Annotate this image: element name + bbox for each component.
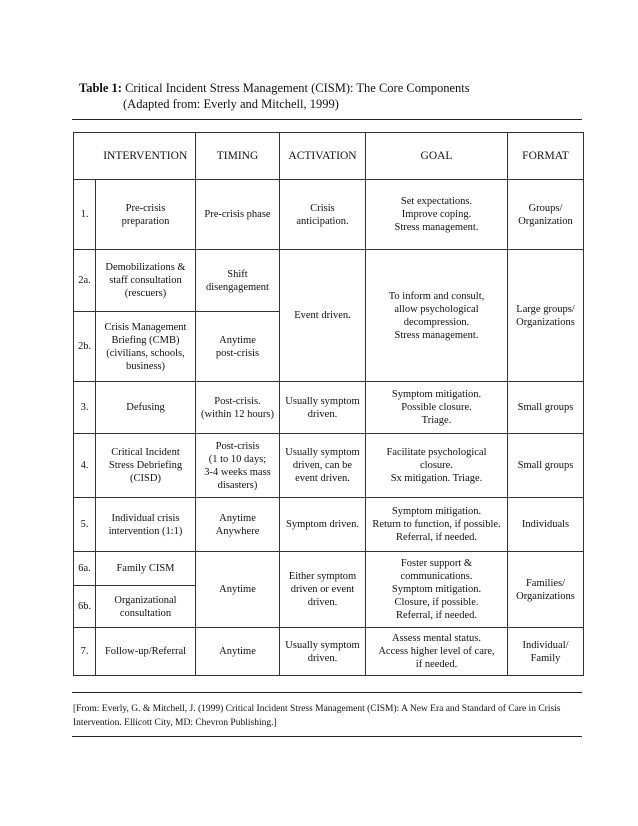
row-number: 6a. [74, 552, 96, 586]
table-row [74, 382, 584, 434]
timing-cell: Post-crisis (1 to 10 days; 3-4 weeks mass disasters) [196, 434, 280, 498]
activation-cell: Event driven. [280, 250, 366, 382]
goal-cell: Symptom mitigation. Return to function, if possible. Referral, if needed. [366, 498, 508, 552]
activation-cell: Usually symptom driven, can be event driven. [280, 434, 366, 498]
goal-cell: Symptom mitigation. Possible closure. Triage. [366, 382, 508, 434]
goal-cell: To inform and consult, allow psychological decompression. Stress management. [366, 250, 508, 382]
goal-cell: Facilitate psychological closure. Sx mitigation. Triage. [366, 434, 508, 498]
header-intervention: INTERVENTION [96, 133, 196, 180]
row-number: 2b. [74, 312, 96, 382]
activation-cell: Usually symptom driven. [280, 382, 366, 434]
row-number: 4. [74, 434, 96, 498]
timing-cell: Anytime post-crisis [196, 312, 280, 382]
intervention-cell: Individual crisis intervention (1:1) [96, 498, 196, 552]
timing-cell: Shift disengagement [196, 250, 280, 312]
table-row [74, 498, 584, 552]
activation-cell: Crisis anticipation. [280, 180, 366, 250]
format-cell: Groups/ Organization [508, 180, 584, 250]
row-number: 5. [74, 498, 96, 552]
row-number: 3. [74, 382, 96, 434]
header-timing: TIMING [196, 133, 280, 180]
header-goal: GOAL [366, 133, 508, 180]
timing-cell: Anytime [196, 628, 280, 676]
row-number: 6b. [74, 586, 96, 628]
citation-footer: [From: Everly, G. & Mitchell, J. (1999) Critical Incident Stress Management (CISM): A New Era and Standard of Care in Crisis Intervention. Ellicott City, MD: Chevron Publishing.] [73, 704, 561, 728]
caption-title: Critical Incident Stress Management (CISM): The Core Components [125, 81, 470, 95]
header-format: FORMAT [508, 133, 584, 180]
intervention-cell: Follow-up/Referral [96, 628, 196, 676]
activation-cell: Symptom driven. [280, 498, 366, 552]
table-caption [79, 80, 579, 112]
cism-table [73, 132, 584, 676]
row-number: 1. [74, 180, 96, 250]
caption-label: Table 1: [79, 81, 122, 95]
activation-cell: Usually symptom driven. [280, 628, 366, 676]
table-row [74, 628, 584, 676]
caption-subtitle: (Adapted from: Everly and Mitchell, 1999) [123, 97, 339, 111]
activation-cell: Either symptom driven or event driven. [280, 552, 366, 628]
format-cell: Individual/ Family [508, 628, 584, 676]
timing-cell: Anytime Anywhere [196, 498, 280, 552]
top-divider [72, 119, 582, 120]
table-row [74, 180, 584, 250]
table-row [74, 434, 584, 498]
header-num [74, 133, 96, 180]
footer-divider-top [72, 692, 582, 693]
timing-cell: Pre-crisis phase [196, 180, 280, 250]
goal-cell: Assess mental status. Access higher level of care, if needed. [366, 628, 508, 676]
header-activation: ACTIVATION [280, 133, 366, 180]
table-row [74, 552, 584, 586]
format-cell: Individuals [508, 498, 584, 552]
format-cell: Families/ Organizations [508, 552, 584, 628]
timing-cell: Post-crisis. (within 12 hours) [196, 382, 280, 434]
format-cell: Large groups/ Organizations [508, 250, 584, 382]
intervention-cell: Crisis Management Briefing (CMB) (civilians, schools, business) [96, 312, 196, 382]
intervention-cell: Defusing [96, 382, 196, 434]
intervention-cell: Pre-crisis preparation [96, 180, 196, 250]
intervention-cell: Family CISM [96, 552, 196, 586]
header-row [74, 133, 584, 180]
format-cell: Small groups [508, 382, 584, 434]
goal-cell: Set expectations. Improve coping. Stress management. [366, 180, 508, 250]
row-number: 2a. [74, 250, 96, 312]
format-cell: Small groups [508, 434, 584, 498]
intervention-cell: Demobilizations & staff consultation (rescuers) [96, 250, 196, 312]
intervention-cell: Critical Incident Stress Debriefing (CISD) [96, 434, 196, 498]
footer-divider-bottom [72, 736, 582, 737]
intervention-cell: Organizational consultation [96, 586, 196, 628]
timing-cell: Anytime [196, 552, 280, 628]
row-number: 7. [74, 628, 96, 676]
goal-cell: Foster support & communications. Symptom mitigation. Closure, if possible. Referral, if needed. [366, 552, 508, 628]
table-row [74, 250, 584, 312]
